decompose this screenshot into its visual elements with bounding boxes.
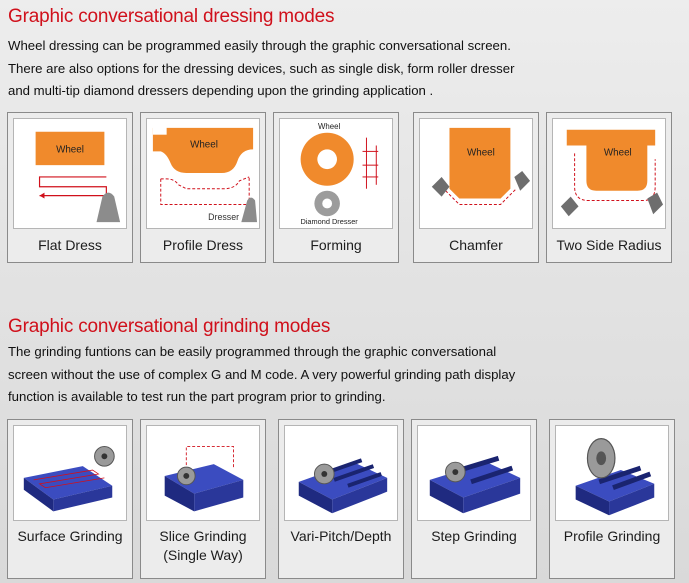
surface-grinding-illustration [13,425,127,521]
profile-grinding-card [549,419,675,579]
grinding-line-2: screen without the use of complex G and M code. A very powerful grinding path display [8,366,516,382]
dressing-line-3: and multi-tip diamond dressers depending upon the grinding application . [8,83,434,98]
flat-dress-card [7,112,133,263]
slice-grinding-caption-line-1: Slice Grinding [159,528,247,544]
profile-dress-caption: Profile Dress [162,237,244,253]
slice-grinding-caption [141,527,265,565]
flat-dress-illustration [13,118,127,229]
surface-grinding-caption-line-1: Surface Grinding [17,528,123,544]
vari-pitch-illustration [284,425,398,521]
vari-pitch-caption [279,527,403,546]
step-grinding-caption [412,527,536,546]
step-grinding-card [411,419,537,579]
dressing-line-2: There are also options for the dressing devices, such as single disk, form roller dresser [8,60,515,76]
chamfer-card [413,112,539,263]
vari-pitch-card [278,419,404,579]
dressing-line-1: Wheel dressing can be programmed easily through the graphic conversational screen. [8,38,511,53]
two-side-radius-wheel-label: Wheel [603,147,632,159]
surface-grinding-caption [8,527,132,546]
slice-grinding-caption-line-2: (Single Way) [163,547,243,563]
chamfer-wheel-label: Wheel [466,147,495,159]
forming-wheel-label: Wheel [318,121,341,131]
two-side-radius-illustration [552,118,666,229]
two-side-radius-card [546,112,672,263]
chamfer-illustration [419,118,533,229]
flat-dress-caption: Flat Dress [38,237,102,253]
profile-dress-card [140,112,266,263]
forming-caption: Forming [310,237,362,253]
profile-grinding-caption-line-1: Profile Grinding [563,528,661,544]
forming-card [273,112,399,263]
grinding-description [8,341,515,409]
step-grinding-illustration [417,425,531,521]
grinding-line-1: The grinding funtions can be easily programmed through the graphic conversational [8,344,497,359]
forming-illustration [279,118,393,229]
slice-grinding-card [140,419,266,579]
dressing-title: Graphic conversational dressing modes [8,6,335,27]
profile-dress-dresser-label: Dresser [208,212,240,223]
grinding-title: Graphic conversational grinding modes [8,316,331,337]
dressing-description [8,35,514,103]
profile-grinding-caption [550,527,674,546]
chamfer-caption: Chamfer [449,237,503,253]
step-grinding-caption-line-1: Step Grinding [431,528,517,544]
flat-dress-wheel-label: Wheel [56,144,84,156]
surface-grinding-card [7,419,133,579]
vari-pitch-caption-line-1: Vari-Pitch/Depth [290,528,392,544]
grinding-line-3: function is available to test run the part program prior to grinding. [8,389,386,404]
profile-grinding-illustration [555,425,669,521]
profile-dress-wheel-label: Wheel [190,139,218,151]
forming-dresser-label: Diamond Dresser [300,217,358,227]
two-side-radius-caption: Two Side Radius [556,237,662,253]
profile-dress-illustration [146,118,260,229]
slice-grinding-illustration [146,425,260,521]
